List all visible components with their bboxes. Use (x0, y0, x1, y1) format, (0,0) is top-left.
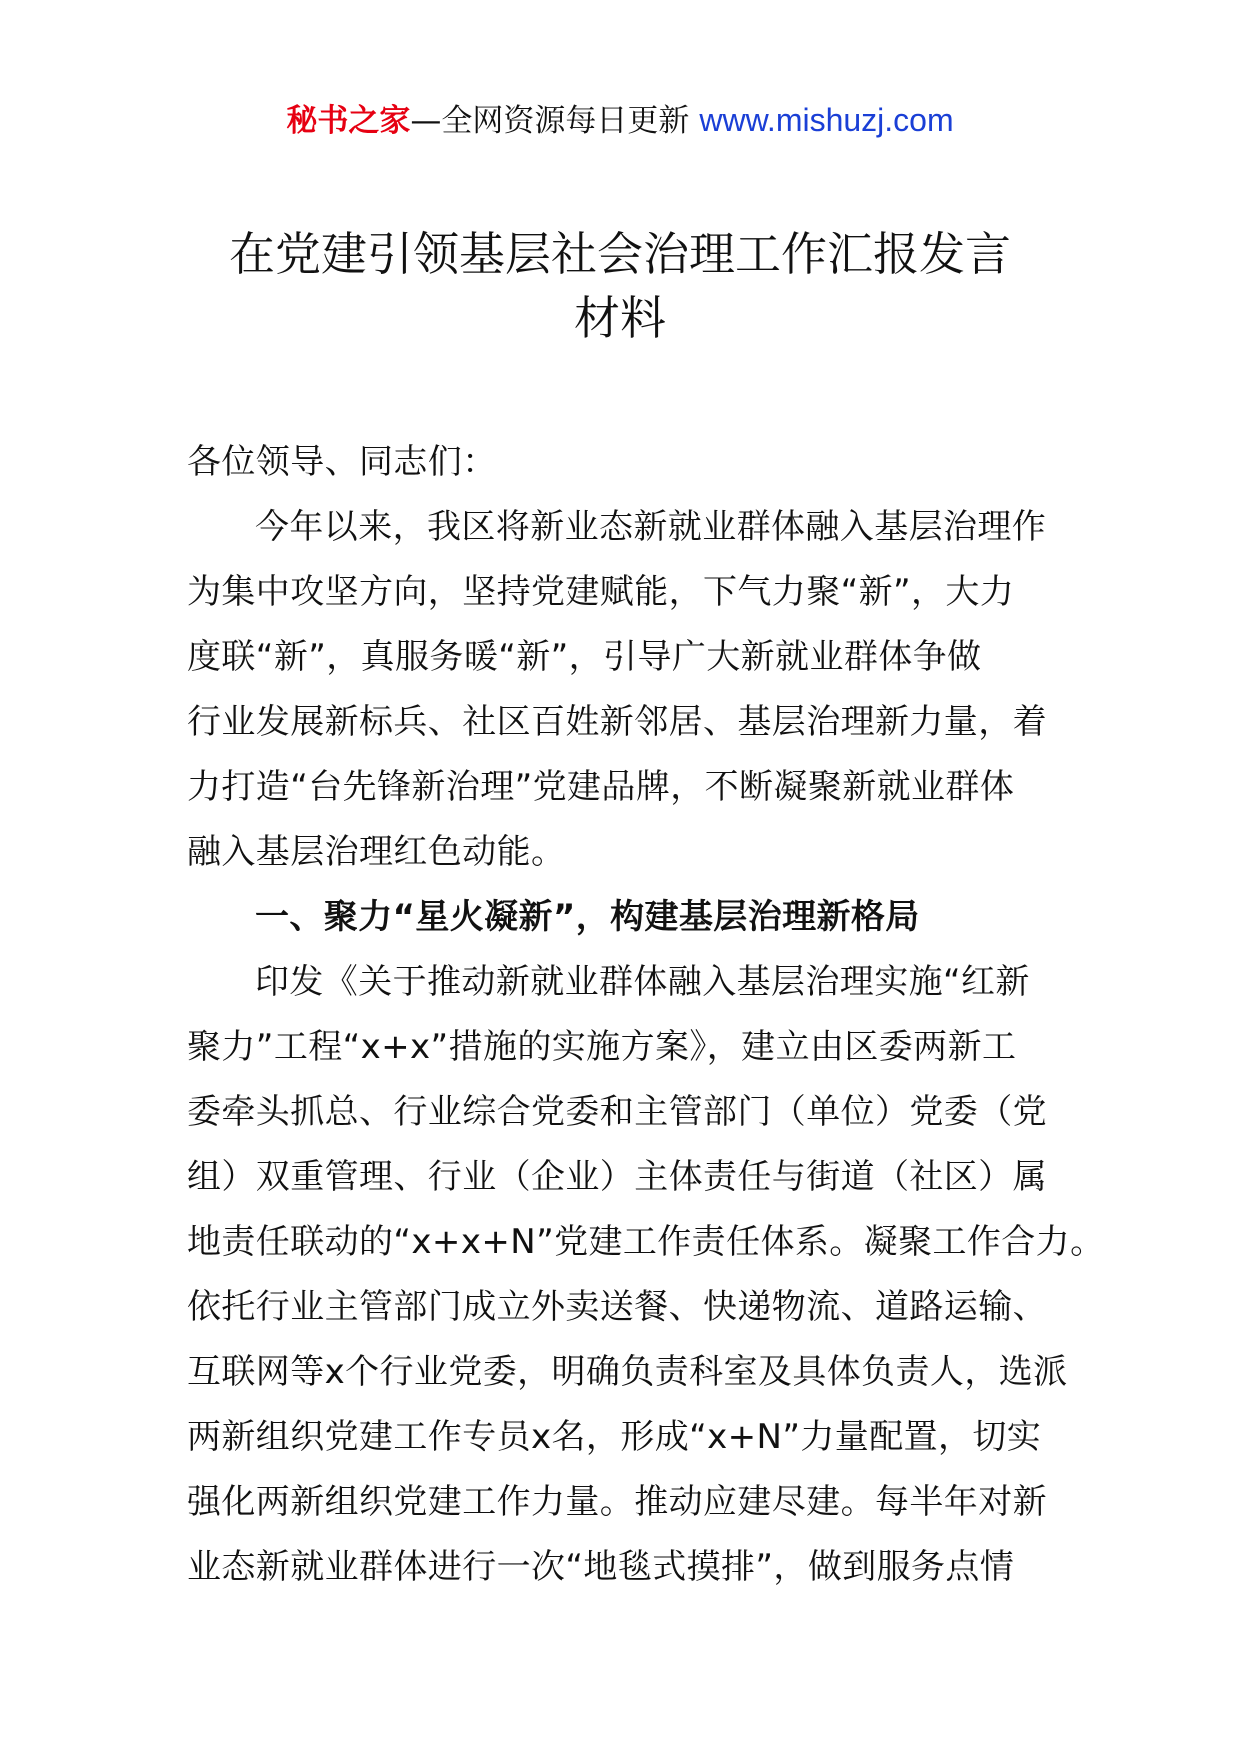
site-url-link[interactable]: www.mishuzj.com (699, 102, 954, 138)
title-line: 材料 (574, 291, 666, 345)
paragraph-line: 度联“新”，真服务暖“新”，引导广大新就业群体争做 (187, 637, 982, 677)
paragraph-line: 两新组织党建工作专员x名，形成“x+N”力量配置，切实 (187, 1417, 1042, 1457)
paragraph-line: 融入基层治理红色动能。 (187, 832, 566, 872)
salutation: 各位领导、同志们： (187, 442, 497, 482)
document-body (187, 430, 1105, 1600)
paragraph-line: 业态新就业群体进行一次“地毯式摸排”，做到服务点情 (187, 1547, 1015, 1587)
document-title (0, 222, 1240, 350)
paragraph-line: 委牵头抓总、行业综合党委和主管部门（单位）党委（党 (187, 1092, 1047, 1132)
paragraph-line: 为集中攻坚方向，坚持党建赋能，下气力聚“新”，大力 (187, 572, 1015, 612)
paragraph-line: 依托行业主管部门成立外卖送餐、快递物流、道路运输、 (187, 1287, 1047, 1327)
paragraph-line: 互联网等x个行业党委，明确负责科室及具体负责人，选派 (187, 1352, 1068, 1392)
paragraph-line: 地责任联动的“x+x+N”党建工作责任体系。凝聚工作合力。 (187, 1222, 1105, 1262)
title-line: 在党建引领基层社会治理工作汇报发言 (229, 227, 1011, 281)
paragraph-line: 聚力”工程“x+x”措施的实施方案》，建立由区委两新工 (187, 1027, 1017, 1067)
paragraph-line: 行业发展新标兵、社区百姓新邻居、基层治理新力量，着 (187, 702, 1047, 742)
paragraph-line: 强化两新组织党建工作力量。推动应建尽建。每半年对新 (187, 1482, 1047, 1522)
section-heading: 一、聚力“星火凝新”，构建基层治理新格局 (255, 897, 920, 937)
paragraph-line: 印发《关于推动新就业群体融入基层治理实施“红新 (255, 962, 1030, 1002)
site-header (0, 98, 1240, 143)
site-tagline: —全网资源每日更新 (410, 103, 690, 139)
paragraph-line: 力打造“台先锋新治理”党建品牌，不断凝聚新就业群体 (187, 767, 1015, 807)
site-brand: 秘书之家 (286, 103, 411, 139)
paragraph-line: 今年以来，我区将新业态新就业群体融入基层治理作 (255, 507, 1047, 547)
paragraph-line: 组）双重管理、行业（企业）主体责任与街道（社区）属 (187, 1157, 1047, 1197)
